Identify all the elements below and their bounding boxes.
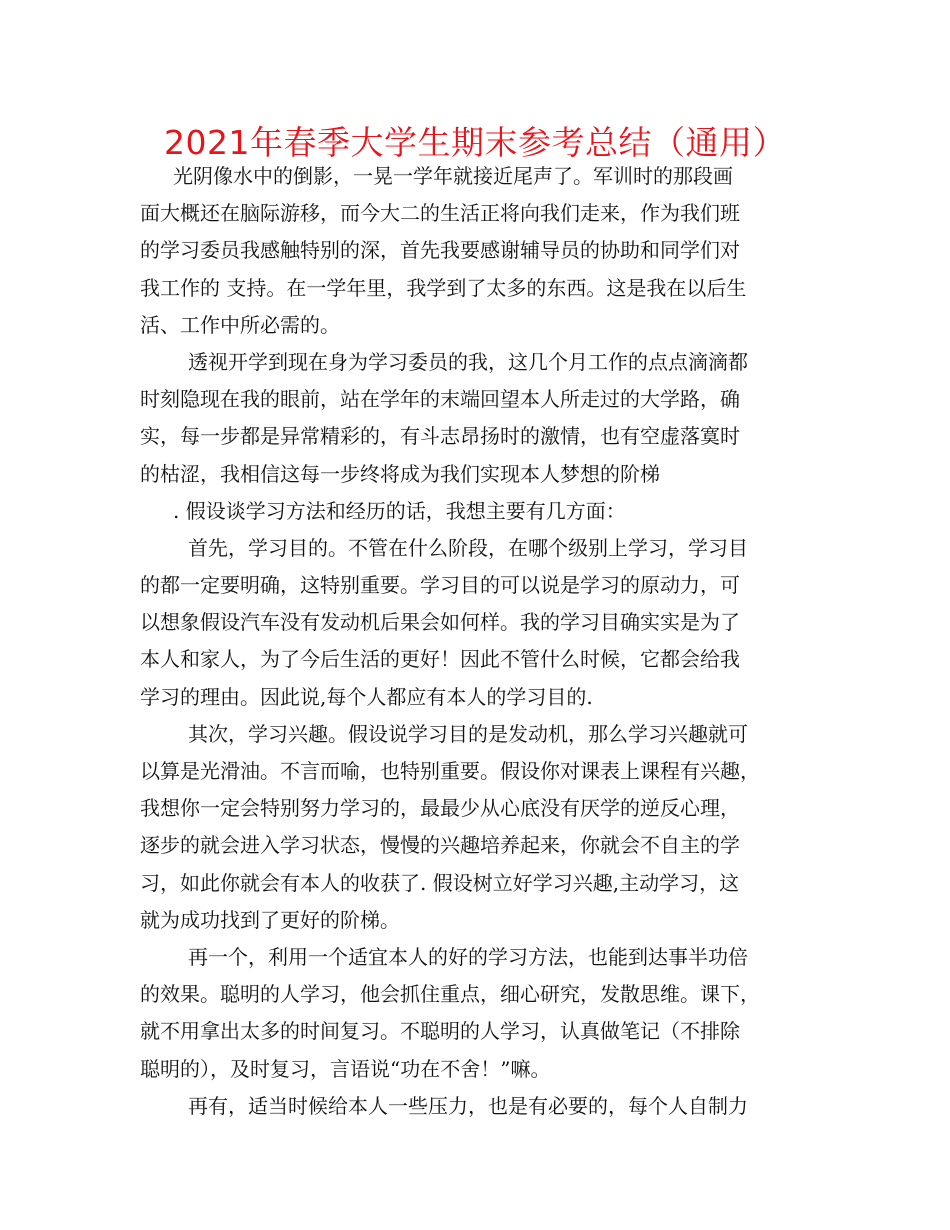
text-line: 就为成功找到了更好的阶梯。: [140, 907, 400, 932]
text-line: 以想象假设汽车没有发动机后果会如何样。我的学习目确实实是为了: [140, 610, 740, 635]
text-line: 聪明的），及时复习，言语说“功在不舍！”嘛。: [140, 1056, 551, 1081]
text-line: 就不用拿出太多的时间复习。不聪明的人学习，认真做笔记（不排除: [140, 1019, 740, 1044]
text-line: 的学习委员我感触特别的深，首先我要感谢辅导员的协助和同学们对: [140, 238, 740, 263]
text-line: 实，每一步都是异常精彩的，有斗志昂扬时的激情，也有空虚落寞时: [140, 424, 740, 449]
text-line: 的都一定要明确，这特别重要。学习目的可以说是学习的原动力，可: [140, 573, 740, 598]
text-line: 我想你一定会特别努力学习的，最最少从心底没有厌学的逆反心理，: [140, 796, 740, 821]
text-line: 首先，学习目的。不管在什么阶段，在哪个级别上学习，学习目: [188, 535, 748, 560]
text-line: 我工作的 支持。在一学年里，我学到了太多的东西。这是我在以后生: [140, 275, 747, 300]
text-line: . 假设谈学习方法和经历的话，我想主要有几方面：: [173, 498, 626, 523]
text-line: 光阴像水中的倒影，一晃一学年就接近尾声了。军训时的那段画: [173, 164, 733, 188]
text-line: 逐步的就会进入学习状态，慢慢的兴趣培养起来，你就会不自主的学: [140, 833, 740, 858]
text-line: 本人和家人，为了今后生活的更好！因此不管什么时候，它都会给我: [140, 647, 740, 672]
document-body: [140, 158, 820, 1125]
text-line: 透视开学到现在身为学习委员的我，这几个月工作的点点滴滴都: [188, 349, 748, 374]
text-line: 再一个，利用一个适宜本人的好的学习方法，也能到达事半功倍: [188, 944, 748, 969]
text-line: 习，如此你就会有本人的收获了. 假设树立好学习兴趣,主动学习，这: [140, 870, 740, 895]
text-line: 的枯涩，我相信这每一步终将成为我们实现本人梦想的阶梯: [140, 461, 660, 486]
text-line: 活、工作中所必需的。: [140, 312, 340, 337]
text-line: 时刻隐现在我的眼前，站在学年的末端回望本人所走过的大学路，确: [140, 387, 740, 412]
text-line: 学习的理由。因此说,每个人都应有本人的学习目的.: [140, 684, 593, 709]
text-line: 以算是光滑油。不言而喻，也特别重要。假设你对课表上课程有兴趣，: [140, 759, 760, 783]
text-line: 其次，学习兴趣。假设说学习目的是发动机，那么学习兴趣就可: [188, 721, 748, 746]
text-line: 面大概还在脑际游移，而今大二的生活正将向我们走来，作为我们班: [140, 201, 740, 226]
document-title: 2021年春季大学生期末参考总结（通用）: [164, 123, 786, 162]
text-line: 的效果。聪明的人学习，他会抓住重点，细心研究，发散思维。课下，: [140, 982, 760, 1007]
text-line: 再有，适当时候给本人一些压力，也是有必要的，每个人自制力: [188, 1093, 748, 1118]
